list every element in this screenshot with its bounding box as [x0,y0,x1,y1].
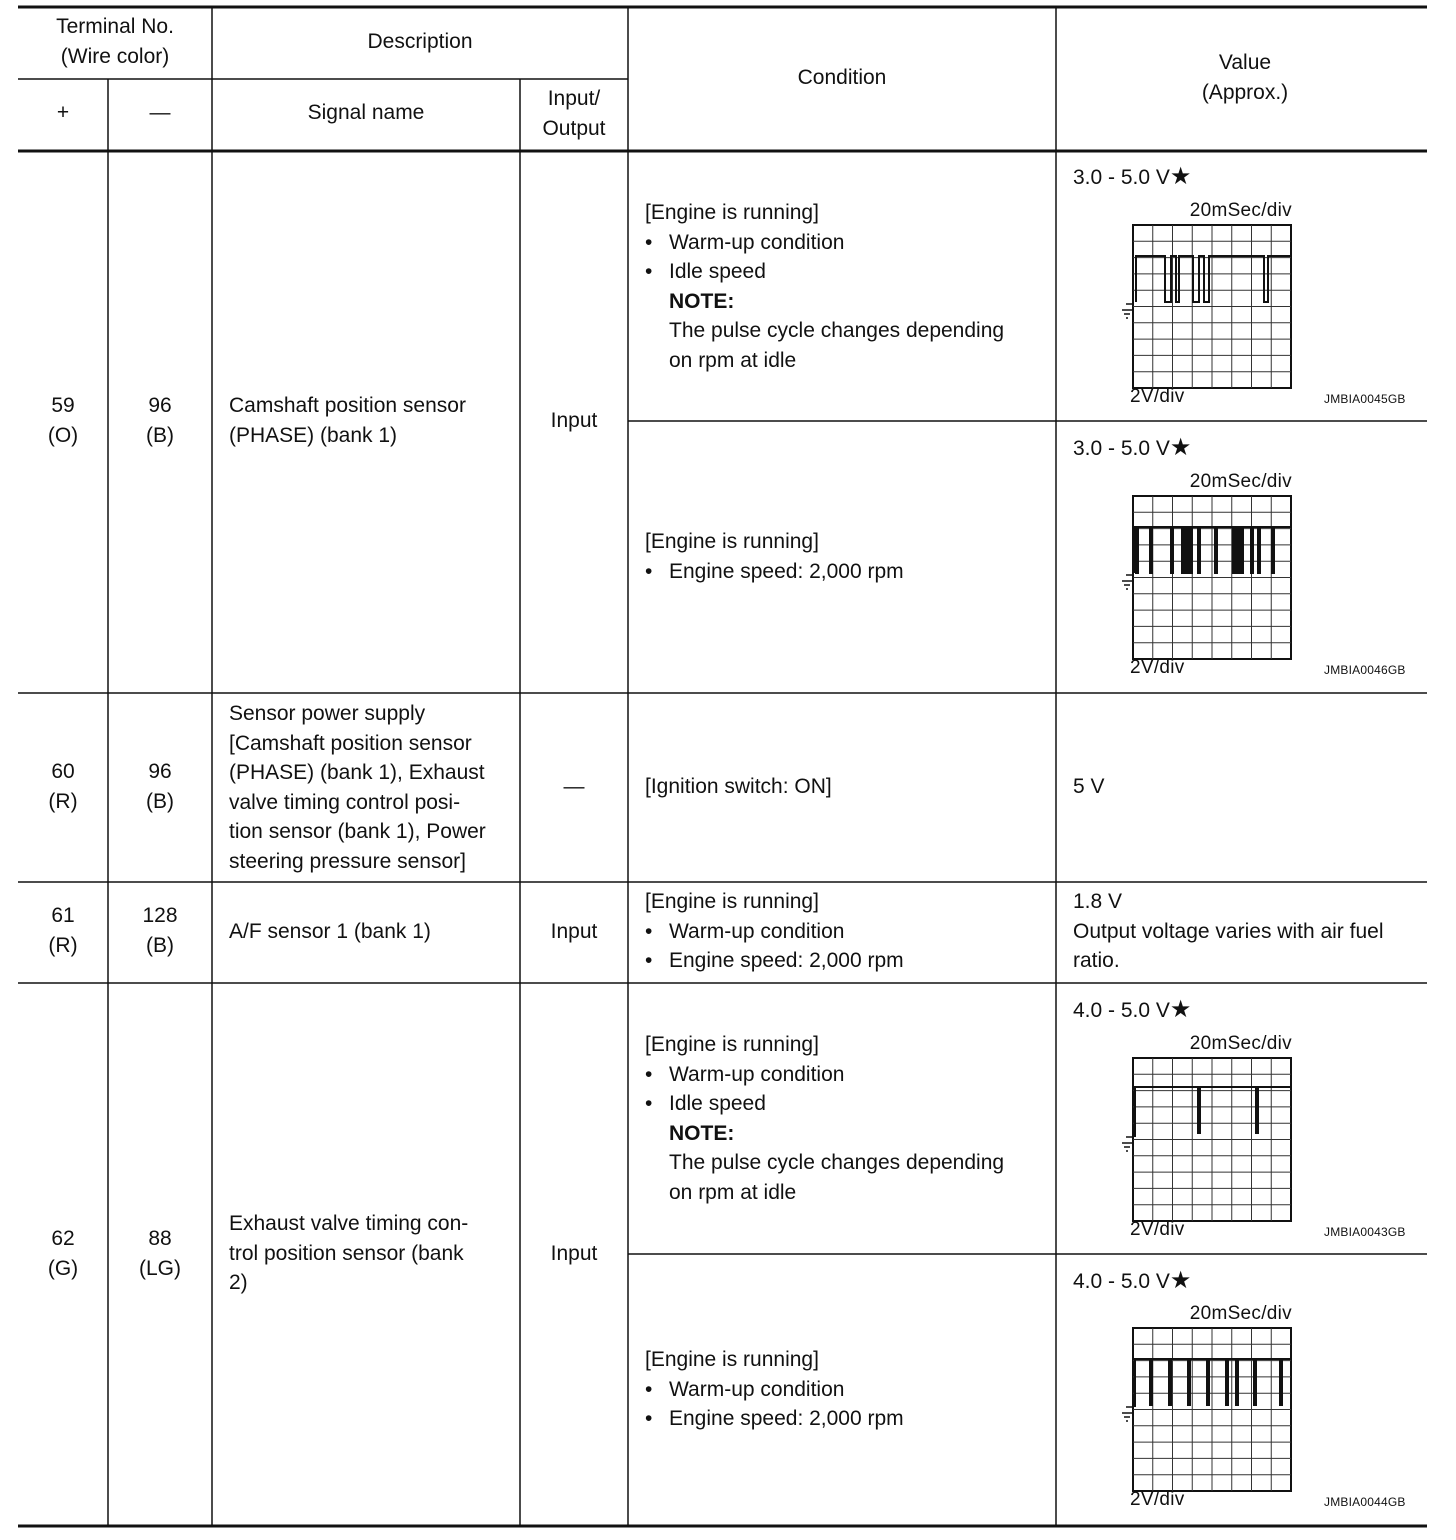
header-signal-name: Signal name [307,101,425,124]
row-61-value: 1.8 V Output voltage varies with air fuel ratio. [1073,890,1384,972]
row-62-minus: 88 (LG) [139,1227,181,1280]
row-62-plus: 62 (G) [47,1227,79,1280]
oscilloscope-waveform [1112,1033,1422,1245]
volt-division: 2V/div [1130,657,1185,678]
row-61-plus: 61 (R) [48,904,78,957]
row-60-condition: [Ignition switch: ON] [645,775,832,798]
time-division: 20mSec/div [1189,1033,1292,1054]
star-icon: ★ [1169,434,1192,461]
ground-icon [1122,1407,1133,1421]
row-62-condition-2: [Engine is running] • Warm-up condition • Engine speed: 2,000 rpm [645,1348,904,1430]
row-59-value-2: 3.0 - 5.0 V★ [1073,434,1192,461]
header-description: Description [367,30,473,53]
ground-icon [1122,1137,1133,1151]
figure-code: JMBIA0045GB [1324,392,1406,406]
figure-code: JMBIA0044GB [1324,1495,1406,1509]
oscilloscope-waveform [1112,200,1422,412]
ground-icon [1122,304,1133,318]
header-io: Input/ Output [542,87,606,140]
oscilloscope-waveform [1112,471,1422,683]
row-62-condition-1: [Engine is running] • Warm-up condition • Idle speed NOTE: The pulse cycle changes depending on rpm at idle [645,1033,1005,1204]
row-59-plus: 59 (O) [47,394,79,447]
row-61-condition: [Engine is running] • Warm-up condition • Engine speed: 2,000 rpm [645,890,904,972]
header-plus: + [56,101,70,124]
row-62-value-1: 4.0 - 5.0 V★ [1073,996,1192,1023]
row-60-io: — [563,775,585,798]
row-60-plus: 60 (R) [48,760,78,813]
volt-division: 2V/div [1130,386,1185,407]
star-icon: ★ [1169,1267,1192,1294]
header-minus: — [149,101,171,124]
time-division: 20mSec/div [1189,1303,1292,1324]
star-icon: ★ [1169,163,1192,190]
row-60-value: 5 V [1073,775,1105,798]
volt-division: 2V/div [1130,1219,1185,1240]
ground-icon [1122,575,1133,589]
row-61-io: Input [550,920,598,943]
row-60-minus: 96 (B) [146,760,174,813]
header-terminal: Terminal No. (Wire color) [56,15,174,68]
row-61-signal: A/F sensor 1 (bank 1) [229,920,431,943]
star-icon: ★ [1169,996,1192,1023]
row-62-value-2: 4.0 - 5.0 V★ [1073,1267,1192,1294]
row-62-io: Input [550,1242,598,1265]
row-59-signal: Camshaft position sensor (PHASE) (bank 1) [229,394,466,447]
time-division: 20mSec/div [1189,471,1292,492]
oscilloscope-waveform [1112,1303,1422,1515]
row-59-condition-1: [Engine is running] • Warm-up condition • Idle speed NOTE: The pulse cycle changes depending on rpm at idle [645,201,1005,372]
figure-code: JMBIA0046GB [1324,663,1406,677]
volt-division: 2V/div [1130,1489,1185,1510]
row-59-value-1: 3.0 - 5.0 V★ [1073,163,1192,190]
row-60-signal: Sensor power supply [Camshaft position sensor (PHASE) (bank 1), Exhaust valve timing control posi- tion sensor (bank 1), Power steering pressure sensor] [229,702,486,873]
row-59-minus: 96 (B) [146,394,174,447]
time-division: 20mSec/div [1189,200,1292,221]
header-value: Value (Approx.) [1201,51,1289,104]
row-62-signal: Exhaust valve timing con- trol position sensor (bank 2) [229,1212,469,1294]
row-61-minus: 128 (B) [142,904,178,957]
row-59-condition-2: [Engine is running] • Engine speed: 2,000 rpm [645,530,904,583]
header-condition: Condition [797,66,887,89]
row-59-io: Input [550,409,598,432]
figure-code: JMBIA0043GB [1324,1225,1406,1239]
